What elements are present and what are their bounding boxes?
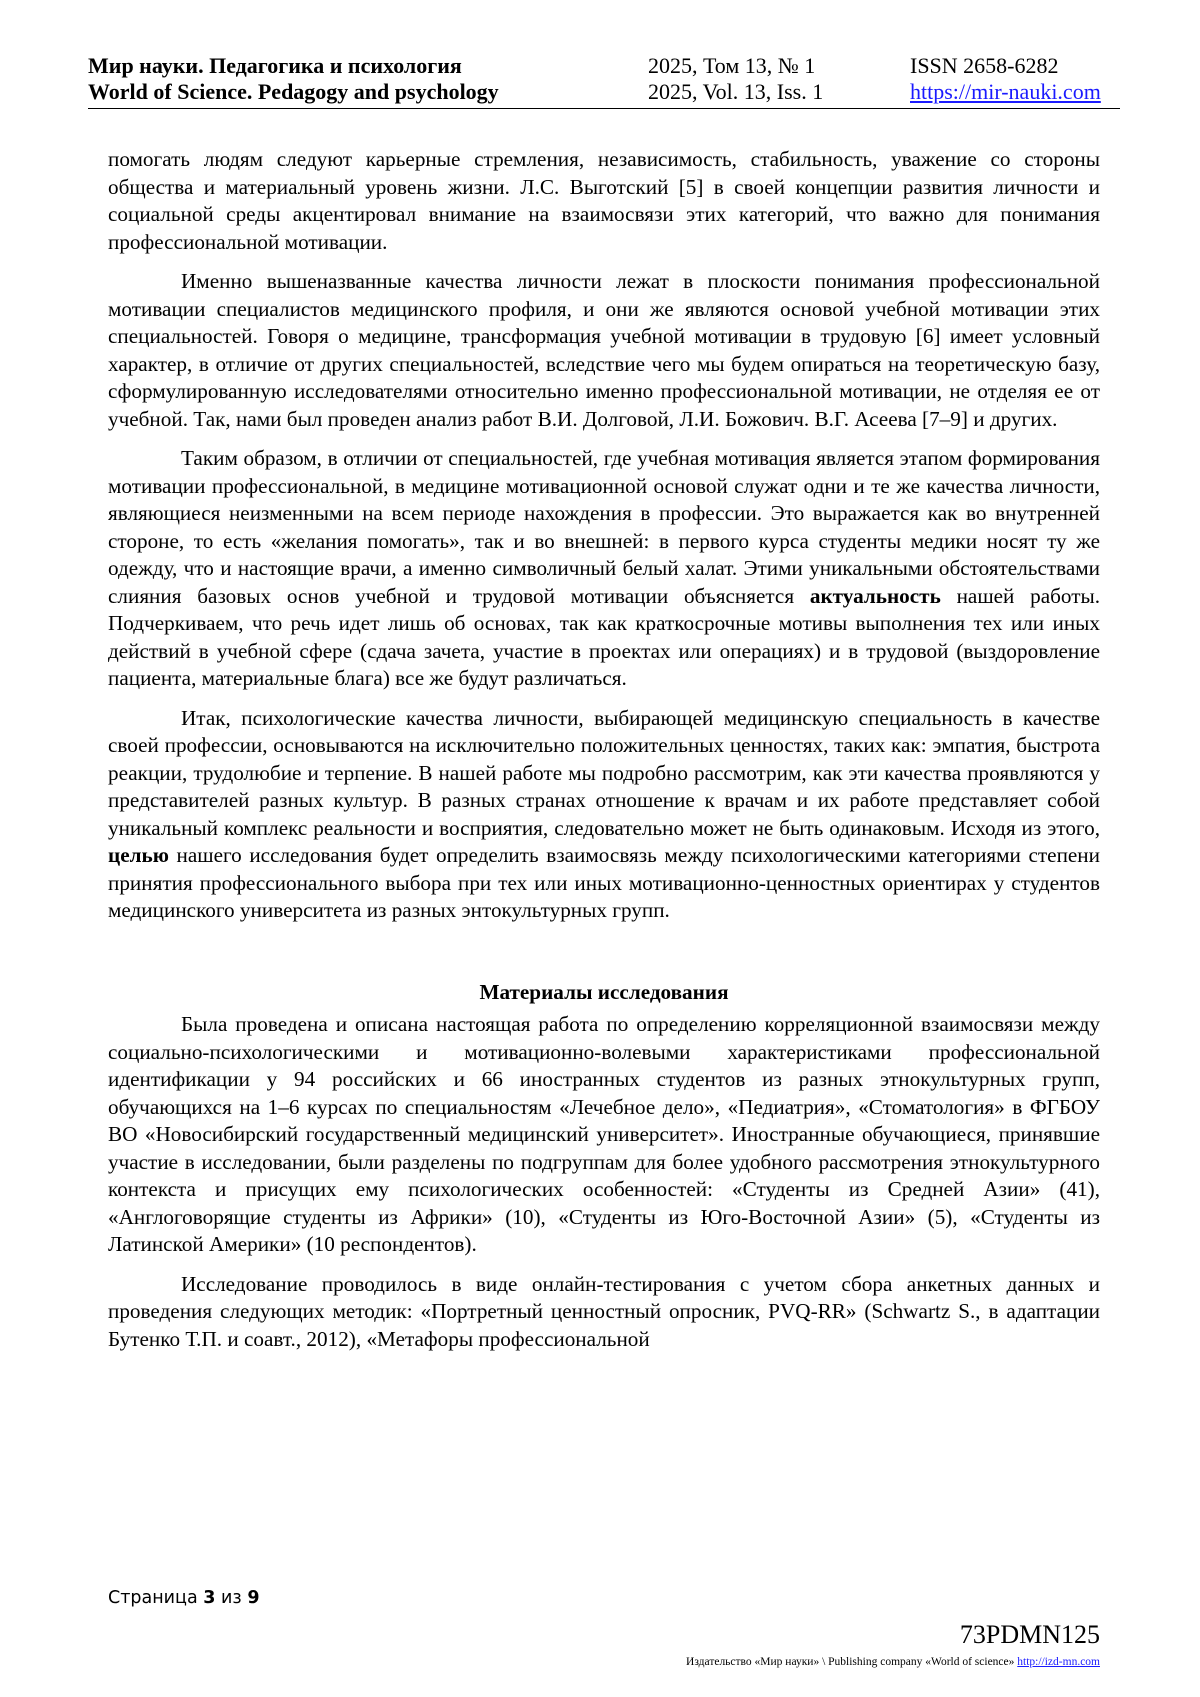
section-paragraph-1: Была проведена и описана настоящая работа по определению корреляционной взаимосвязи между социально-психологическими и мотивационно-волевыми характеристиками профессиональной идентификации у 94 российских и 66 иностранных студентов из разных этнокультурных групп, обучающихся на 1–6 курсах по специальностям «Лечебное дело», «Педиатрия», «Стоматология» в ФГБОУ ВО «Новосибирский государственный медицинский университет». Иностранные обучающиеся, принявшие участие в исследовании, были разделены по подгруппам для более удобного рассмотрения этнокультурного контекста и присущих ему психологических особенностей: «Студенты из Средней Азии» (41), «Англоговорящие студенты из Африки» (10), «Студенты из Юго-Восточной Азии» (5), «Студенты из Латинской Америки» (10 респондентов). (108, 1012, 1100, 1256)
page-current: 3 (203, 1588, 216, 1608)
keyword-relevance: актуальность (809, 583, 941, 608)
section-heading: Материалы исследования (479, 979, 729, 1004)
paragraph-4 (108, 705, 1100, 925)
issn: ISSN 2658-6282 (910, 53, 1059, 78)
section-paragraph-2: Исследование проводилось в виде онлайн-тестирования с учетом сбора анкетных данных и проведения следующих методик: «Портретный ценностный опросник, PVQ-RR» (Schwartz S., в адаптации Бутенко Т.П. и соавт., 2012), «Метафоры профессиональной (108, 1271, 1100, 1351)
paragraph-4-text-b: нашего исследования будет определить взаимосвязь между психологическими категориями степени принятия профессионального выбора при тех или иных мотивационно-ценностных ориентирах у студентов медицинского университета из разных энтокультурных групп. (108, 843, 1100, 922)
journal-url-link[interactable]: https://mir-nauki.com (910, 79, 1101, 104)
page-label: Страница (108, 1588, 198, 1608)
journal-issue (648, 53, 823, 105)
issue-ru: 2025, Том 13, № 1 (648, 53, 816, 78)
keyword-goal: целью (108, 843, 169, 867)
journal-title-en: World of Science. Pedagogy and psychology (88, 79, 499, 104)
paragraph-3-text-a: Таким образом, в отличии от специальностей, где учебная мотивация является этапом формирования мотивации профессиональной, в медицине мотивационной основой служат одни и те же качества личности, являющиеся неизменными на всем периоде нахождения в профессии. Это выражается как во внутренней стороне, то есть «желания помогать», так и во внешней: в первого курса студенты медики носят ту же одежду, что и настоящие врачи, а именно символичный белый халат. Этими уникальными обстоятельствами слияния базовых основ учебной и трудовой мотивации объясняется (108, 446, 1100, 608)
paragraph-1: помогать людям следуют карьерные стремления, независимость, стабильность, уважение со стороны общества и материальный уровень жизни. Л.С. Выготский [5] в своей концепции развития личности и социальной среды акцентировал внимание на взаимосвязи этих категорий, что важно для понимания профессиональной мотивации. (108, 147, 1100, 254)
journal-title-ru: Мир науки. Педагогика и психология (88, 53, 462, 78)
page-of: из (221, 1588, 242, 1608)
page-total: 9 (247, 1588, 260, 1608)
paragraph-3 (108, 445, 1100, 693)
document-id: 73PDMN125 (959, 1620, 1100, 1649)
page-number (108, 1588, 260, 1608)
journal-title (88, 53, 499, 105)
paragraph-2: Именно вышеназванные качества личности лежат в плоскости понимания профессиональной мотивации специалистов медицинского профиля, и они же являются основой учебной мотивации этих специальностей. Говоря о медицине, трансформация учебной мотивации в трудовую [6] имеет условный характер, в отличие от других специальностей, вследствие чего мы будем опираться на теоретическую базу, сформулированную исследователями относительно именно профессиональной мотивации, не отделяя ее от учебной. Так, нами был проведен анализ работ В.И. Долговой, Л.И. Божович. В.Г. Асеева [7–9] и других. (108, 269, 1100, 431)
paragraph-4-text-a: Итак, психологические качества личности, выбирающей медицинскую специальность в качестве своей профессии, основываются на исключительно положительных ценностях, таких как: эмпатия, быстрота реакции, трудолюбие и терпение. В нашей работе мы подробно рассмотрим, как эти качества проявляются у представителей разных культур. В разных странах отношение к врачам и их работе представляет собой уникальный комплекс реальности и восприятия, следовательно может не быть одинаковым. Исходя из этого, (108, 705, 1100, 840)
issue-en: 2025, Vol. 13, Iss. 1 (648, 79, 824, 104)
paragraph-3-text-b: нашей работы. Подчеркиваем, что речь идет лишь об основах, так как краткосрочные мотивы выполнения тех или иных действий в учебной сфере (сдача зачета, участие в проектах или операциях) и в трудовой (выздоровление пациента, материальные блага) все же будут различаться. (108, 583, 1101, 690)
publisher-text: Издательство «Мир науки» \ Publishing company «World of science» (686, 1656, 1015, 1668)
article-body (108, 146, 1100, 1365)
journal-meta (910, 53, 1101, 105)
publisher-url-link[interactable]: http://izd-mn.com (1017, 1656, 1100, 1668)
publisher-line (686, 1656, 1100, 1668)
journal-header (88, 50, 1120, 109)
